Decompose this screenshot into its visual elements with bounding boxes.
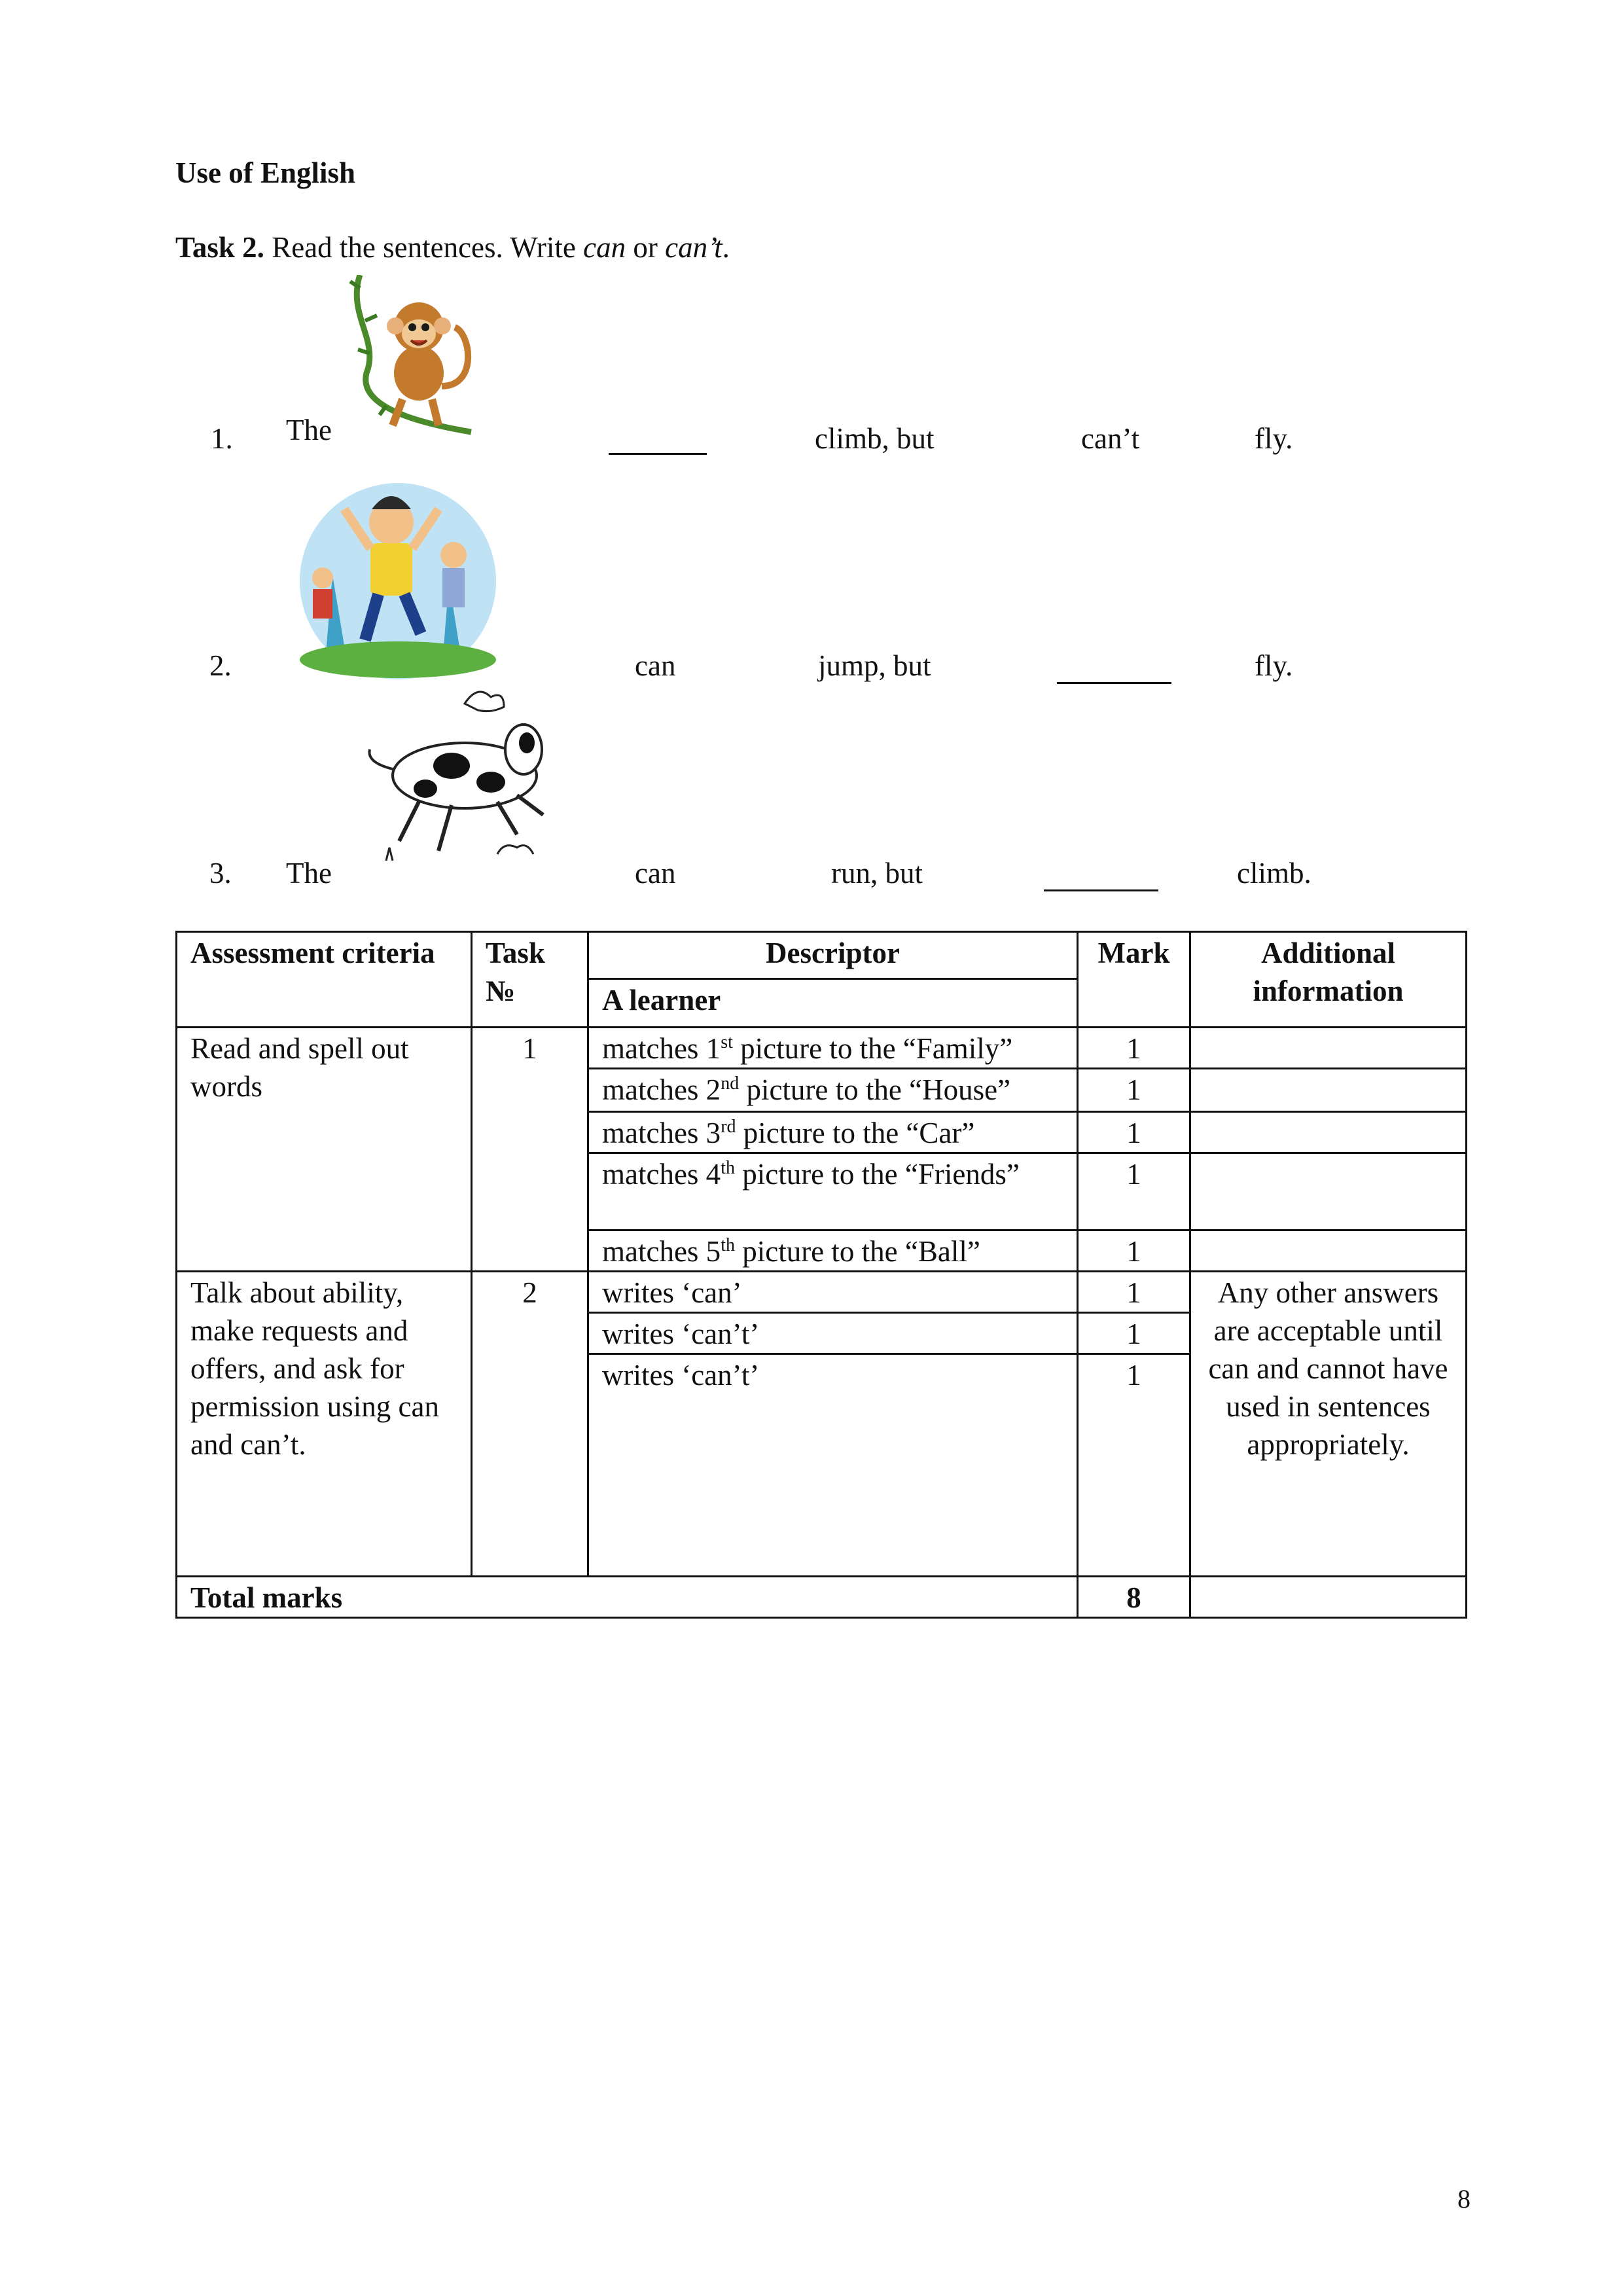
instruction-period: . — [722, 231, 730, 264]
sentence-1-modal2: can’t — [1081, 422, 1140, 455]
header-additional: Additional information — [1190, 932, 1467, 1028]
sentence-2-end: fly. — [1255, 649, 1293, 682]
sentence-3-subject: The — [286, 857, 332, 889]
sentence-2-modal: can — [635, 649, 676, 682]
sentence-1-end: fly. — [1255, 422, 1293, 455]
monkey-icon — [340, 275, 484, 439]
descriptor-cell: matches 1st picture to the “Family” — [588, 1028, 1078, 1069]
header-descriptor: Descriptor — [588, 932, 1078, 979]
task-label: Task 2. — [175, 231, 264, 264]
table-row — [177, 1272, 1467, 1313]
sentence-3-modal: can — [635, 857, 676, 889]
additional-cell — [1190, 1112, 1467, 1153]
sentence-1-subject: The — [286, 414, 332, 446]
sentence-2-number: 2. — [209, 649, 232, 682]
total-label: Total marks — [177, 1577, 1078, 1618]
mark-cell: 1 — [1078, 1354, 1190, 1577]
running-dog-icon — [366, 684, 556, 874]
sentence-2-blank — [1057, 681, 1171, 684]
mark-cell: 1 — [1078, 1112, 1190, 1153]
sentence-1-blank — [609, 452, 707, 455]
mark-cell: 1 — [1078, 1028, 1190, 1069]
additional-cell — [1190, 1069, 1467, 1112]
instruction-text: Read the sentences. Write — [272, 231, 584, 264]
additional-info: Any other answers are acceptable until can and cannot have used in sentences appropriately. — [1190, 1272, 1467, 1577]
header-mark: Mark — [1078, 932, 1190, 1028]
table-row — [177, 1028, 1467, 1069]
descriptor-cell: matches 5th picture to the “Ball” — [588, 1230, 1078, 1272]
assessment-table — [175, 931, 1467, 1619]
sentence-1-number: 1. — [211, 422, 233, 455]
sentence-2-verb: jump, but — [818, 649, 931, 682]
word-cant: can’t — [665, 231, 722, 264]
mark-cell: 1 — [1078, 1313, 1190, 1354]
instruction-or: or — [626, 231, 666, 264]
criteria-group-2: Talk about ability, make requests and offers, and ask for permission using can and can’t. — [177, 1272, 472, 1577]
descriptor-cell: writes ‘can’t’ — [588, 1354, 1078, 1577]
descriptor-cell: writes ‘can’t’ — [588, 1313, 1078, 1354]
sentence-3-blank — [1044, 888, 1158, 891]
total-additional — [1190, 1577, 1467, 1618]
descriptor-cell: matches 2nd picture to the “House” — [588, 1069, 1078, 1112]
total-value: 8 — [1078, 1577, 1190, 1618]
sentence-3-verb: run, but — [831, 857, 923, 889]
task-number-1: 1 — [472, 1028, 588, 1272]
mark-cell: 1 — [1078, 1230, 1190, 1272]
criteria-group-1: Read and spell out words — [177, 1028, 472, 1272]
sentence-1-verb: climb, but — [815, 422, 935, 455]
section-title: Use of English — [175, 156, 356, 189]
sentence-3-end: climb. — [1237, 857, 1311, 889]
additional-cell — [1190, 1028, 1467, 1069]
total-row — [177, 1577, 1467, 1618]
mark-cell: 1 — [1078, 1069, 1190, 1112]
additional-cell — [1190, 1230, 1467, 1272]
descriptor-cell: writes ‘can’ — [588, 1272, 1078, 1313]
jumping-kids-icon — [287, 470, 503, 679]
mark-cell: 1 — [1078, 1153, 1190, 1230]
page-number: 8 — [1457, 2184, 1471, 2214]
mark-cell: 1 — [1078, 1272, 1190, 1313]
header-task: Task № — [472, 932, 588, 1028]
descriptor-cell: matches 4th picture to the “Friends” — [588, 1153, 1078, 1230]
header-descriptor-sub: A learner — [588, 979, 1078, 1028]
additional-cell — [1190, 1153, 1467, 1230]
task-instruction — [175, 233, 730, 262]
header-criteria: Assessment criteria — [177, 932, 472, 1028]
word-can: can — [583, 231, 626, 264]
descriptor-cell: matches 3rd picture to the “Car” — [588, 1112, 1078, 1153]
task-number-2: 2 — [472, 1272, 588, 1577]
sentence-3-number: 3. — [209, 857, 232, 889]
